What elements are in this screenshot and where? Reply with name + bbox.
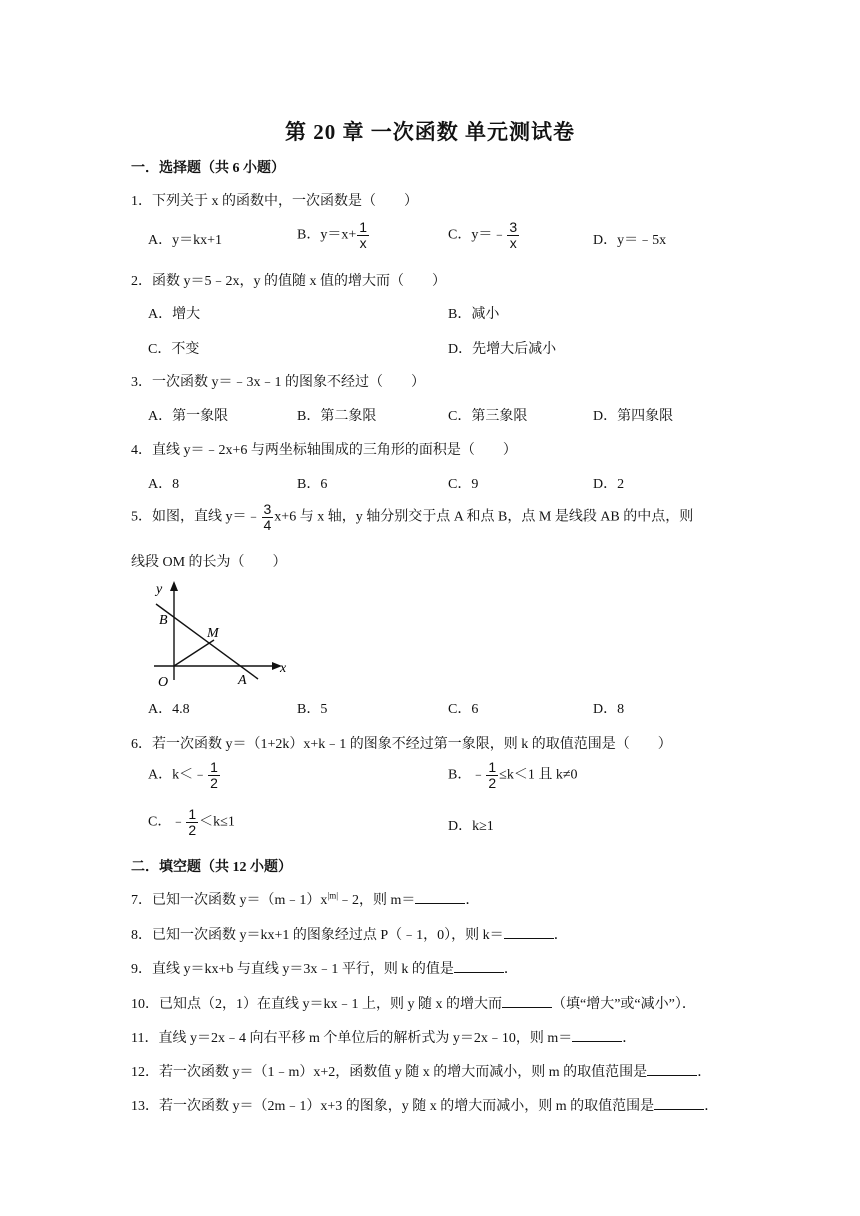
q4-option-b: B．6 [297, 477, 328, 492]
q6-option-a-text: A．k＜﹣ [148, 767, 208, 783]
q11-end: ． [622, 1031, 637, 1046]
q1-option-c-text: C．y＝﹣ [448, 227, 507, 243]
question-1-stem: 1．下列关于 x 的函数中，一次函数是（ ） [131, 194, 418, 209]
label-o: O [158, 675, 169, 688]
q11-text: 11．直线 y＝2x﹣4 向右平移 m 个单位后的解析式为 y＝2x﹣10，则 m＝ [131, 1031, 573, 1046]
q3-option-c: C．第三象限 [448, 409, 528, 424]
q1-option-c [448, 220, 520, 251]
question-5-stem [131, 502, 693, 533]
q5-option-b: B．5 [297, 702, 328, 717]
q7-text-post: ﹣2，则 m＝ [338, 893, 416, 908]
q5-stem-post: x+6 与 x 轴，y 轴分别交于点 A 和点 B，点 M 是线段 AB 的中点，则 [274, 509, 694, 525]
question-7 [131, 889, 479, 909]
q2-option-d: D．先增大后减小 [448, 342, 557, 357]
q5-option-c: C．6 [448, 702, 479, 717]
label-m: M [207, 626, 219, 641]
q2-option-c: C．不变 [148, 342, 200, 357]
q6-option-c-fraction: $\frac{1}{2}$ [188, 806, 197, 838]
q12-end: ． [697, 1065, 712, 1080]
section-heading-choice: 一．选择题（共 6 小题） [131, 161, 285, 176]
q1-option-b-text: B．y＝x+ [297, 227, 357, 243]
q7-end: ． [465, 893, 480, 908]
q5-stem-pre: 5．如图，直线 y＝﹣ [131, 509, 261, 525]
question-3-stem: 3．一次函数 y＝﹣3x﹣1 的图象不经过（ ） [131, 375, 425, 390]
q3-option-a: A．第一象限 [148, 409, 229, 424]
q1-option-a: A．y＝kx+1 [148, 233, 223, 248]
q6-option-b-fraction: $\frac{1}{2}$ [488, 759, 497, 791]
answer-blank[interactable] [572, 1029, 622, 1042]
q9-text: 9．直线 y＝kx+b 与直线 y＝3x﹣1 平行，则 k 的值是 [131, 962, 454, 977]
q3-option-d: D．第四象限 [593, 409, 674, 424]
q2-option-a: A．增大 [148, 307, 201, 322]
q6-option-c-text: C．﹣ [148, 814, 186, 830]
question-10 [131, 993, 696, 1013]
segment-om [174, 640, 214, 666]
y-axis-arrow-icon [170, 581, 178, 591]
question-2-stem: 2．函数 y＝5﹣2x，y 的值随 x 值的增大而（ ） [131, 274, 446, 289]
q10-text: 10．已知点（2，1）在直线 y＝kx﹣1 上，则 y 随 x 的增大而 [131, 997, 502, 1012]
answer-blank[interactable] [502, 995, 552, 1008]
q6-option-b [448, 760, 578, 791]
q7-exponent: |m| [327, 890, 338, 901]
q13-text: 13．若一次函数 y＝（2m﹣1）x+3 的图象，y 随 x 的增大而减小，则 m 的取值范围是 [131, 1099, 655, 1114]
label-a: A [238, 673, 247, 688]
q4-option-d: D．2 [593, 477, 625, 492]
label-b: B [159, 613, 168, 628]
q8-text: 8．已知一次函数 y＝kx+1 的图象经过点 P（﹣1，0），则 k＝ [131, 928, 504, 943]
q13-end: ． [704, 1099, 719, 1114]
q4-option-a: A．8 [148, 477, 180, 492]
question-11 [131, 1027, 636, 1047]
answer-blank[interactable] [504, 926, 554, 939]
q5-option-d: D．8 [593, 702, 625, 717]
q6-option-c-post: ＜k≤1 [199, 814, 235, 830]
question-9 [131, 958, 518, 978]
q3-option-b: B．第二象限 [297, 409, 377, 424]
section-heading-fill: 二．填空题（共 12 小题） [131, 860, 292, 875]
question-6-stem: 6．若一次函数 y＝（1+2k）x+k﹣1 的图象不经过第一象限，则 k 的取值范围是（ ） [131, 737, 672, 752]
q2-option-b: B．减小 [448, 307, 500, 322]
q1-option-b [297, 220, 370, 251]
answer-blank[interactable] [647, 1063, 697, 1076]
q8-end: ． [553, 928, 568, 943]
q6-option-a-fraction: $\frac{1}{2}$ [210, 759, 218, 791]
question-4-stem: 4．直线 y＝﹣2x+6 与两坐标轴围成的三角形的面积是（ ） [131, 443, 517, 458]
label-x: x [280, 661, 287, 676]
line-ab [156, 604, 258, 679]
q7-text: 7．已知一次函数 y＝（m﹣1）x [131, 893, 328, 908]
q12-text: 12．若一次函数 y＝（1﹣m）x+2，函数值 y 随 x 的增大而减小，则 m 的取值范围是 [131, 1065, 648, 1080]
answer-blank[interactable] [415, 891, 465, 904]
q6-option-a [148, 760, 221, 791]
q5-fraction: $\frac{3}{4}$ [263, 501, 272, 533]
answer-blank[interactable] [454, 960, 504, 973]
page-title: 第 20 章 一次函数 单元测试卷 [285, 120, 575, 144]
q9-end: ． [503, 962, 518, 977]
q6-option-d: D．k≥1 [448, 819, 494, 834]
question-5-stem-line2: 线段 OM 的长为（ ） [131, 555, 287, 570]
q1-option-b-fraction: $\frac{1}{x}$ [359, 219, 368, 251]
q5-option-a: A．4.8 [148, 702, 190, 717]
q6-option-c [148, 807, 235, 838]
q10-end: （填“增大”或“减小”）． [552, 997, 696, 1012]
q1-option-d: D．y＝﹣5x [593, 233, 667, 248]
q6-option-b-post: ≤k＜1 且 k≠0 [499, 767, 578, 783]
question-12 [131, 1061, 711, 1081]
answer-blank[interactable] [654, 1097, 704, 1110]
q6-option-b-text: B．﹣ [448, 767, 486, 783]
q4-option-c: C．9 [448, 477, 479, 492]
question-8 [131, 924, 568, 944]
label-y: y [156, 582, 163, 597]
question-13 [131, 1095, 718, 1115]
q5-figure [148, 578, 298, 688]
q1-option-c-fraction: $\frac{3}{x}$ [509, 219, 518, 251]
